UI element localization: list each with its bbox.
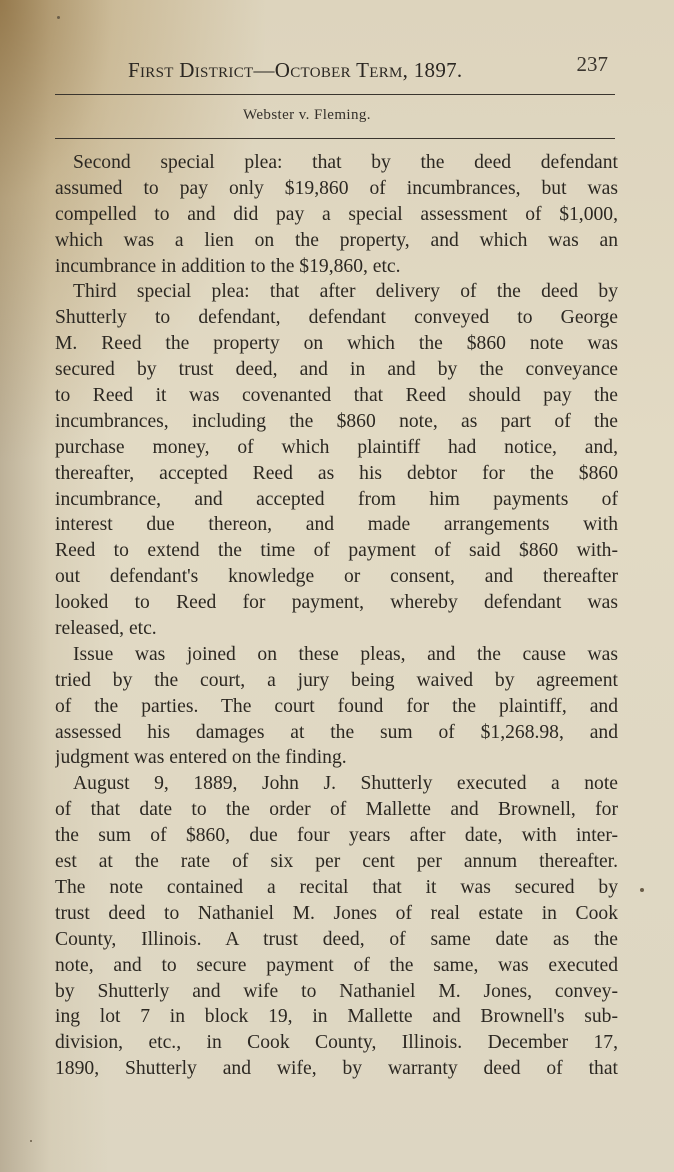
text-line: M. Reed the property on which the $860 note was xyxy=(55,333,618,355)
text-line: August 9, 1889, John J. Shutterly executed a note xyxy=(73,773,618,795)
header-rule-bottom xyxy=(55,138,615,139)
text-line: looked to Reed for payment, whereby defendant was xyxy=(55,592,618,614)
text-line: note, and to secure payment of the same, was executed xyxy=(55,954,618,976)
text-line: judgment was entered on the finding. xyxy=(55,747,347,769)
text-line: ing lot 7 in block 19, in Mallette and Brownell's sub- xyxy=(55,1006,618,1028)
paper-speck xyxy=(640,888,644,892)
paragraph-third-special-plea xyxy=(55,279,618,641)
text-line: released, etc. xyxy=(55,618,157,640)
text-line: out defendant's knowledge or consent, and thereafter xyxy=(55,566,618,588)
body-text xyxy=(55,150,618,1082)
text-line: thereafter, accepted Reed as his debtor for the $860 xyxy=(55,462,618,484)
text-line: of the parties. The court found for the plaintiff, and xyxy=(55,695,618,717)
paragraph-second-special-plea xyxy=(55,150,618,279)
text-line: assumed to pay only $19,860 of incumbrances, but was xyxy=(55,177,618,199)
text-line: assessed his damages at the sum of $1,268.98, and xyxy=(55,721,618,743)
text-line: incumbrance, and accepted from him payments of xyxy=(55,488,618,510)
text-line: est at the rate of six per cent per annum thereafter. xyxy=(55,851,618,873)
page-number: 237 xyxy=(576,52,608,76)
text-line: trust deed to Nathaniel M. Jones of real estate in Cook xyxy=(55,902,618,924)
header-rule-top xyxy=(55,94,615,95)
text-line: Second special plea: that by the deed defendant xyxy=(73,152,618,173)
text-line: which was a lien on the property, and which was an xyxy=(55,229,618,251)
text-line: The note contained a recital that it was secured by xyxy=(55,876,618,898)
text-line: Third special plea: that after delivery of the deed by xyxy=(73,281,618,303)
text-line: of that date to the order of Mallette and Brownell, for xyxy=(55,799,618,821)
running-title: First District—October Term, 1897. xyxy=(128,58,463,82)
running-head xyxy=(128,52,608,82)
paper-speck xyxy=(30,1140,32,1142)
text-line: interest due thereon, and made arrangements with xyxy=(55,514,618,536)
text-line: to Reed it was covenanted that Reed should pay the xyxy=(55,385,618,407)
paragraph-issue-joined xyxy=(55,642,618,771)
text-line: Issue was joined on these pleas, and the cause was xyxy=(73,643,618,665)
text-line: the sum of $860, due four years after date, with inter- xyxy=(55,825,618,847)
text-line: tried by the court, a jury being waived by agreement xyxy=(55,669,618,691)
text-line: incumbrances, including the $860 note, as part of the xyxy=(55,410,618,432)
text-line: Reed to extend the time of payment of said $860 with- xyxy=(55,540,618,562)
text-line: by Shutterly and wife to Nathaniel M. Jones, convey- xyxy=(55,980,618,1002)
text-line: 1890, Shutterly and wife, by warranty deed of that xyxy=(55,1058,618,1080)
paragraph-august-1889-note xyxy=(55,771,618,1082)
text-line: Shutterly to defendant, defendant conveyed to George xyxy=(55,307,618,329)
text-line: compelled to and did pay a special assessment of $1,000, xyxy=(55,203,618,225)
text-line: secured by trust deed, and in and by the conveyance xyxy=(55,359,618,381)
paper-speck xyxy=(57,16,60,19)
text-line: division, etc., in Cook County, Illinois. December 17, xyxy=(55,1032,618,1054)
text-line: County, Illinois. A trust deed, of same date as the xyxy=(55,928,618,950)
text-line: purchase money, of which plaintiff had notice, and, xyxy=(55,436,618,458)
case-caption: Webster v. Fleming. xyxy=(243,107,371,123)
text-line: incumbrance in addition to the $19,860, etc. xyxy=(55,255,401,277)
